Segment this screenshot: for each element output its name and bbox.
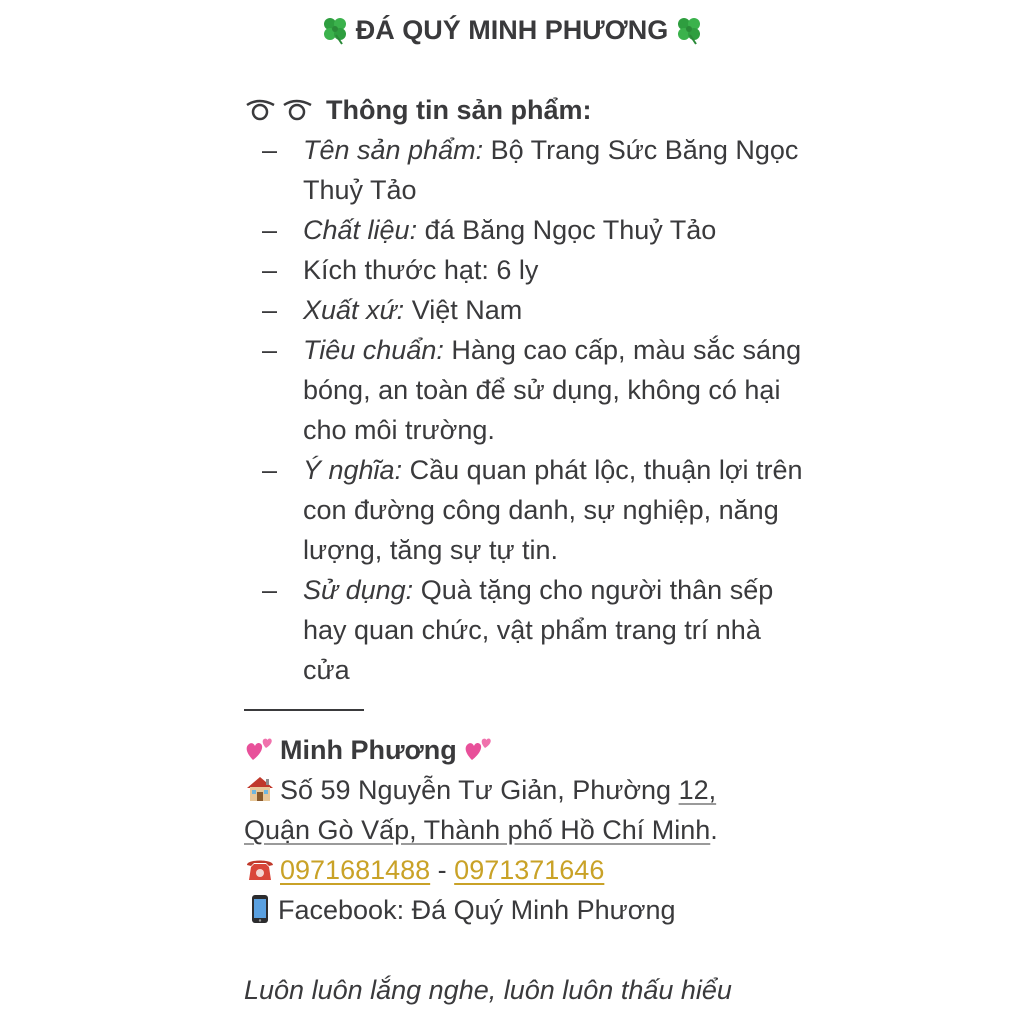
bullet-dash: – (262, 215, 278, 245)
facebook-line (244, 890, 804, 930)
spec-value: Bộ Trang Sức Băng Ngọc Thuỷ Tảo (303, 135, 799, 205)
address-link[interactable]: 12, Quận Gò Vấp, Thành phố Hồ Chí Minh (244, 775, 717, 845)
spec-label: Chất liệu: (303, 215, 418, 245)
spec-label: Tên sản phẩm: (303, 135, 484, 165)
two-hearts-icon (244, 733, 276, 765)
contact-name-line (244, 730, 804, 770)
address-block (244, 770, 764, 850)
four-leaf-clover-icon (320, 15, 350, 45)
list-item (244, 290, 803, 330)
phone-link-2[interactable]: 0971371646 (454, 855, 605, 885)
spec-value: Quà tặng cho người thân sếp hay quan chức, vật phẩm trang trí nhà cửa (303, 575, 774, 685)
list-item (244, 210, 803, 250)
list-item (244, 250, 803, 290)
mobile-phone-icon (244, 893, 276, 925)
spec-value: 6 ly (496, 255, 539, 285)
section-divider (244, 709, 364, 711)
spec-value: Hàng cao cấp, màu sắc sáng bóng, an toàn để sử dụng, không có hại cho môi trường. (303, 335, 802, 445)
list-item (244, 330, 803, 450)
page-title (0, 10, 1024, 50)
four-leaf-clover-icon (674, 15, 704, 45)
spec-label: Ý nghĩa: (303, 455, 403, 485)
product-info-heading-text: Thông tin sản phẩm: (326, 95, 592, 125)
bullet-dash: – (262, 455, 278, 485)
telephone-icon (244, 853, 276, 885)
spec-value: đá Băng Ngọc Thuỷ Tảo (424, 215, 717, 245)
spec-label: Tiêu chuẩn: (303, 335, 444, 365)
spec-label: Sử dụng: (303, 575, 414, 605)
house-icon (244, 773, 276, 805)
spec-label: Kích thước hạt: (303, 255, 489, 285)
slogan: Luôn luôn lắng nghe, luôn luôn thấu hiểu (244, 975, 732, 1005)
list-item (244, 450, 803, 570)
bullet-dash: – (262, 335, 278, 365)
spec-value: Cầu quan phát lộc, thuận lợi trên con đường công danh, sự nghiệp, năng lượng, tăng sự tự tin. (303, 455, 803, 565)
product-spec-list (244, 130, 804, 690)
bullet-dash: – (262, 295, 278, 325)
phone-link-1[interactable]: 0971681488 (280, 855, 431, 885)
spec-label: Xuất xứ: (303, 295, 405, 325)
address-text-1: Số 59 Nguyễn Tư Giản, Phường (280, 775, 679, 805)
phone-line (244, 850, 804, 890)
bullet-dash: – (262, 135, 278, 165)
phone-separator: - (430, 855, 455, 885)
bullet-dash: – (262, 255, 278, 285)
eyes-icon (244, 99, 318, 121)
bullet-dash: – (262, 575, 278, 605)
spec-value: Việt Nam (411, 295, 523, 325)
list-item (244, 570, 803, 690)
main-content (244, 90, 804, 930)
contact-name: Minh Phương (280, 735, 457, 765)
list-item (244, 130, 803, 210)
product-info-heading (244, 90, 804, 130)
title-text: ĐÁ QUÝ MINH PHƯƠNG (355, 15, 669, 45)
two-hearts-icon (463, 733, 495, 765)
address-end: . (710, 815, 718, 845)
facebook-text: Facebook: Đá Quý Minh Phương (278, 895, 676, 925)
